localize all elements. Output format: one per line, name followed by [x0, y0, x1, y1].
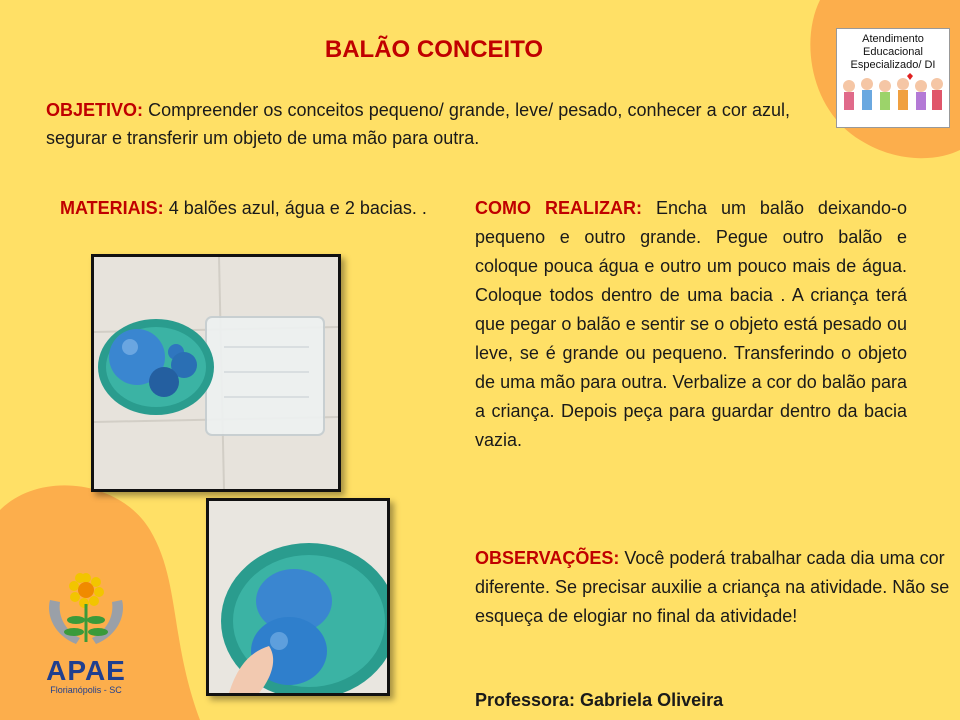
- observacoes-section: [475, 544, 951, 631]
- photo-hand-holding-balloon: [206, 498, 390, 696]
- page-title: BALÃO CONCEITO: [324, 36, 544, 63]
- badge-line-3: Especializado/ DI: [850, 59, 936, 71]
- materiais-text: 4 balões azul, água e 2 bacias. .: [168, 198, 427, 218]
- materiais-section: [60, 194, 455, 222]
- objetivo-label: OBJETIVO:: [46, 100, 144, 120]
- objetivo-text: Compreender os conceitos pequeno/ grande, leve/ pesado, conhecer a cor azul, segurar e transferir um objeto de uma mão para outra.: [46, 100, 790, 148]
- badge-line-2: Educacional: [863, 46, 923, 58]
- apae-logo: [36, 570, 136, 695]
- objetivo-section: [46, 96, 790, 152]
- children-illustration-icon: [837, 72, 947, 128]
- aee-badge: [836, 28, 950, 128]
- apae-logo-name: APAE: [46, 655, 126, 686]
- como-realizar-text: Encha um balão deixando-o pequeno e outro grande. Pegue outro balão e coloque pouca água e outro um pouco mais de água. Coloque todos dentro de uma bacia . A criança terá que pegar o balão e sentir se o objeto está pesado ou leve, se é grande ou pequeno. Transferindo o objeto de uma mão para outra. Verbalize a cor do balão para a criança. Depois peça para guardar dentro da bacia vazia.: [475, 198, 907, 450]
- observacoes-text: Você poderá trabalhar cada dia uma cor diferente. Se precisar auxilie a criança na atividade. Não se esqueça de elogiar no final da atividade!: [475, 548, 950, 626]
- hand-balloon-image: [209, 501, 387, 693]
- materiais-label: MATERIAIS:: [60, 198, 164, 218]
- badge-line-1: Atendimento: [862, 33, 924, 45]
- como-realizar-label: COMO REALIZAR:: [475, 198, 642, 218]
- apae-logo-city: Florianópolis - SC: [50, 685, 122, 695]
- observacoes-label: OBSERVAÇÕES:: [475, 548, 620, 568]
- flower-hands-icon: [36, 570, 136, 650]
- basin-balloons-image: [94, 257, 338, 489]
- como-realizar-section: [475, 194, 907, 455]
- photo-basin-with-balloons: [91, 254, 341, 492]
- professora-credit: Professora: Gabriela Oliveira: [475, 690, 724, 710]
